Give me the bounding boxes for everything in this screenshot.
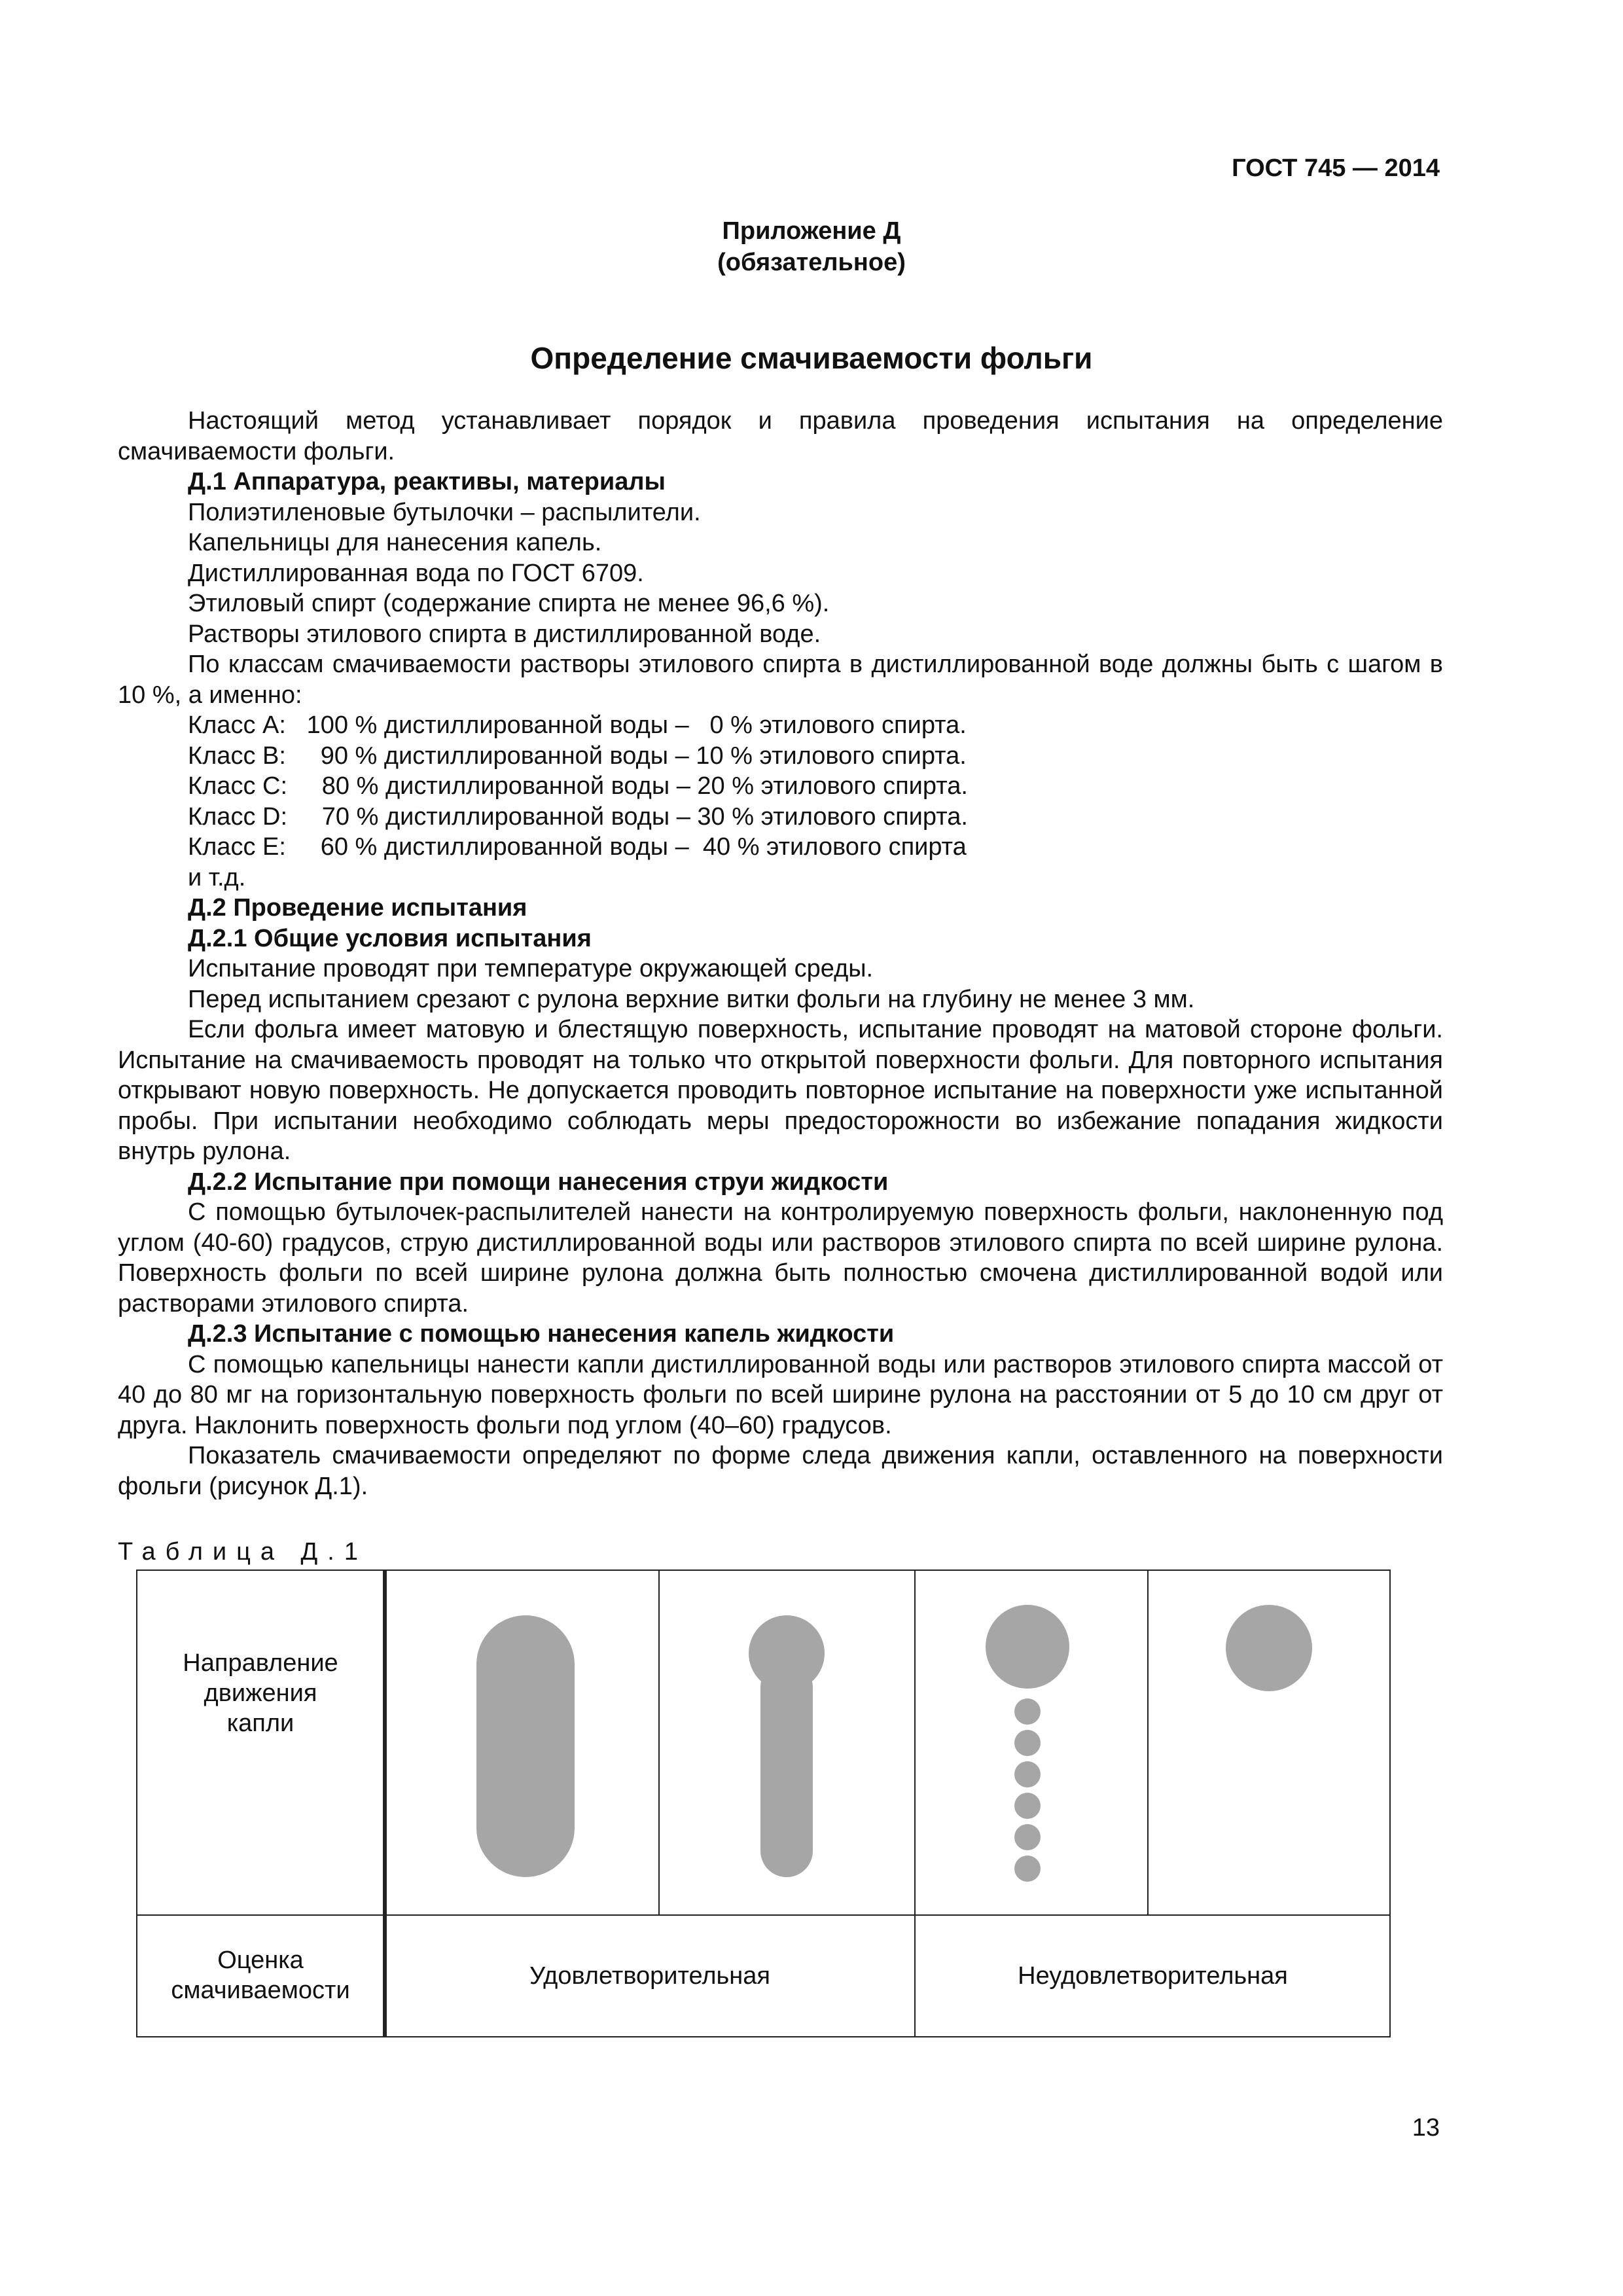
d21-paragraph: Если фольга имеет матовую и блестящую поверхность, испытание проводят на матовой стороне фольги. Испытание на смачиваемость проводят на только что открытой поверхности фольги. Для повторного испытания открывают новую поверхность. Не допускается проводить повторное испытание на поверхности уже испытанной пробы. При испытании необходимо соблюдать меры предосторожности во избежание попадания жидкости внутрь рулона. — [118, 1016, 1443, 1165]
droplet — [1014, 1761, 1041, 1787]
d23-paragraph: Показатель смачиваемости определяют по форме следа движения капли, оставленного на поверхности фольги (рисунок Д.1). — [118, 1442, 1443, 1500]
appendix-note: (обязательное) — [717, 249, 906, 276]
d23-paragraph: С помощью капельницы нанести капли дистиллированной воды или растворов этилового спирта массой от 40 до 80 мг на горизонтальную поверхность фольги по всей ширине рулона на расстоянии от 5 до 10 см друг от друга. Наклонить поверхность фольги под углом (40–60) градусов. — [118, 1350, 1443, 1439]
d1-item: Дистиллированная вода по ГОСТ 6709. — [188, 559, 644, 587]
class-line: Класс С: 80 % дистиллированной воды – 20 % этилового спирта. — [188, 772, 968, 800]
classes-etc: и т.д. — [188, 863, 246, 891]
droplet — [1014, 1698, 1041, 1725]
classes-intro: По классам смачиваемости растворы этилового спирта в дистиллированной воде должны быть с шагом в 10 %, а именно: — [118, 651, 1443, 709]
d2-heading: Д.2 Проведение испытания — [188, 894, 527, 922]
d1-item: Растворы этилового спирта в дистиллированной воде. — [188, 620, 821, 648]
droplet — [1014, 1856, 1041, 1882]
assessment-satisfactory: Удовлетворительная — [529, 1962, 770, 1990]
d21-paragraph: Перед испытанием срезают с рулона верхние витки фольги на глубину не менее 3 мм. — [188, 985, 1195, 1013]
document-id: ГОСТ 745 — 2014 — [1232, 154, 1440, 182]
class-line: Класс А: 100 % дистиллированной воды – 0 % этилового спирта. — [188, 711, 967, 739]
table-label: Таблица Д.1 — [118, 1538, 368, 1566]
d1-item: Этиловый спирт (содержание спирта не менее 96,6 %). — [188, 590, 830, 617]
drop-no-trace — [1226, 1605, 1312, 1691]
droplet — [1014, 1793, 1041, 1819]
drop-trace-continuous-wide — [476, 1615, 575, 1877]
d1-item: Полиэтиленовые бутылочки – распылители. — [188, 498, 701, 526]
d22-heading: Д.2.2 Испытание при помощи нанесения струи жидкости — [188, 1168, 889, 1196]
d21-heading: Д.2.1 Общие условия испытания — [188, 924, 592, 952]
d1-item: Капельницы для нанесения капель. — [188, 529, 602, 556]
drop-trace-shape — [476, 1615, 575, 1877]
body-text — [118, 406, 1443, 1501]
intro-paragraph: Настоящий метод устанавливает порядок и правила проведения испытания на определение смачиваемости фольги. — [118, 407, 1443, 465]
drop-trace-broken — [986, 1605, 1069, 1882]
appendix-title: Приложение Д — [722, 217, 901, 245]
drop-tail — [760, 1661, 813, 1877]
droplet — [1014, 1824, 1041, 1850]
d1-heading: Д.1 Аппаратура, реактивы, материалы — [188, 468, 666, 495]
row-label-direction: Направление движения капли — [183, 1649, 338, 1737]
wettability-table — [136, 1570, 1391, 2037]
d23-heading: Д.2.3 Испытание с помощью нанесения капель жидкости — [188, 1320, 895, 1348]
class-line: Класс D: 70 % дистиллированной воды – 30 % этилового спирта. — [188, 802, 968, 831]
class-line: Класс В: 90 % дистиллированной воды – 10 % этилового спирта. — [188, 742, 967, 770]
drop-trace-continuous-narrow — [749, 1615, 825, 1877]
droplet — [1014, 1730, 1041, 1756]
class-line: Класс Е: 60 % дистиллированной воды – 40 % этилового спирта — [188, 833, 967, 861]
assessment-unsatisfactory: Неудовлетворительная — [1018, 1962, 1288, 1990]
page-number: 13 — [1412, 2114, 1440, 2142]
row-label-assessment: Оценка смачиваемости — [171, 1946, 350, 2004]
drop-head — [1226, 1605, 1312, 1691]
section-title: Определение смачиваемости фольги — [530, 341, 1093, 375]
drop-head — [986, 1605, 1069, 1689]
d22-paragraph: С помощью бутылочек-распылителей нанести на контролируемую поверхность фольги, наклоненную под углом (40-60) градусов, струю дистиллированной воды или растворов этилового спирта по всей ширине рулона. Поверхность фольги по всей ширине рулона должна быть полностью смочена дистиллированной водой или растворами этилового спирта. — [118, 1198, 1443, 1318]
d21-paragraph: Испытание проводят при температуре окружающей среды. — [188, 955, 874, 982]
